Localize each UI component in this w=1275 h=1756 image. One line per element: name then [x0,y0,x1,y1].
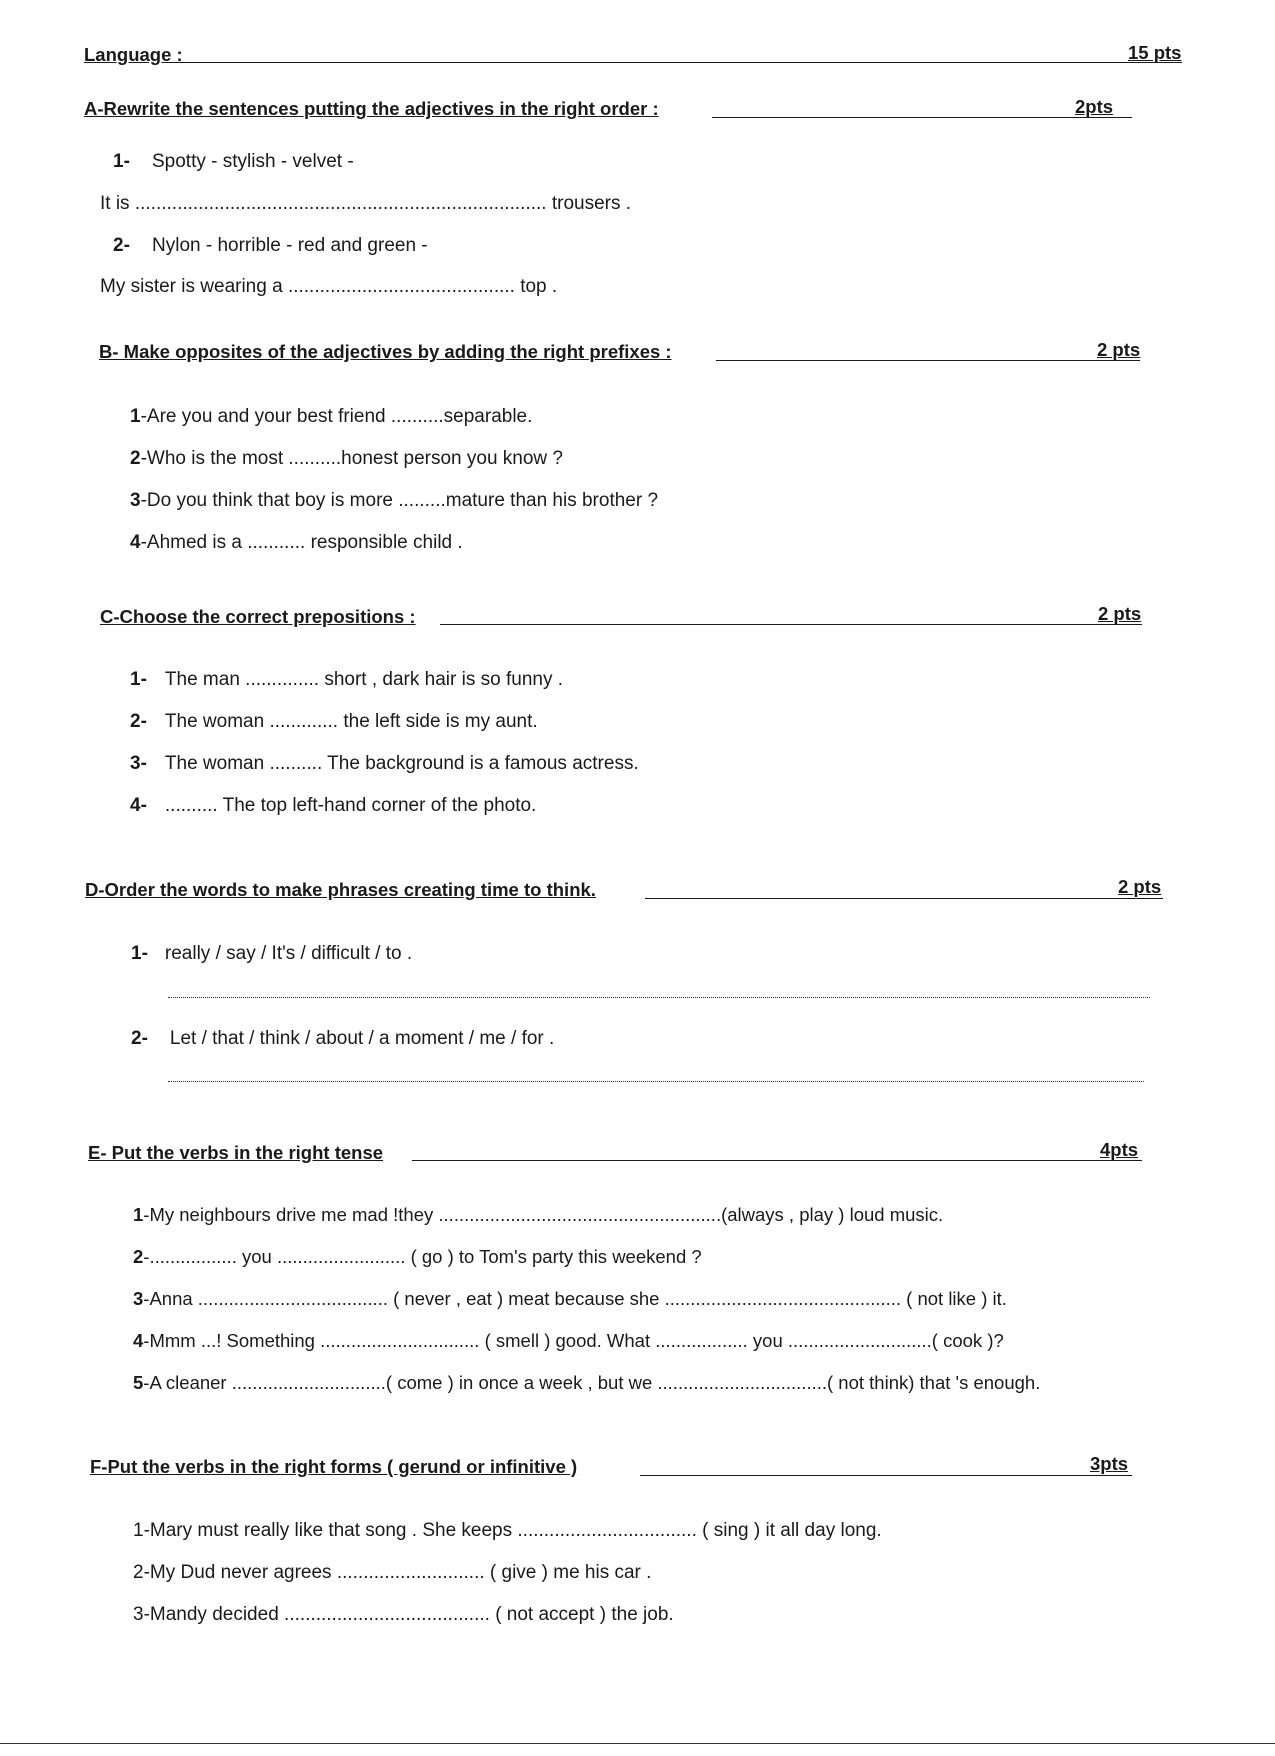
item-number: 4 [130,532,141,553]
section-e-rule [412,1160,1142,1161]
item-text: The woman .......... The background is a famous actress. [164,753,639,774]
section-f-heading: F-Put the verbs in the right forms ( gerund or infinitive ) [90,1456,578,1477]
item-number: 3 [130,490,141,511]
header-rule [172,62,1182,63]
adjective-list: Nylon - horrible - red and green - [152,235,428,256]
list-item [133,1372,1040,1394]
item-number: 2 [133,1246,144,1267]
item-text: .......... The top left-hand corner of the photo. [164,795,537,816]
item-number: 1- [113,151,130,172]
section-c-heading: C-Choose the correct prepositions : [100,606,416,627]
section-d-rule [645,898,1163,899]
item-text: -Anna ..................................... ( never , eat ) meat because she .............................................. ( not like ) it. [143,1288,1007,1309]
item-text: -My neighbours drive me mad !they .......................................................(always , play ) loud music. [143,1204,944,1225]
section-b-heading: B- Make opposites of the adjectives by adding the right prefixes : [99,341,672,362]
list-item [130,669,563,691]
section-b-points: 2 pts [1097,339,1141,360]
item-text: The woman ............. the left side is my aunt. [164,711,538,732]
total-points: 15 pts [1128,42,1182,63]
section-e-heading: E- Put the verbs in the right tense [88,1142,384,1163]
section-f-rule [640,1475,1132,1476]
list-item [133,1330,1004,1352]
section-d-points: 2 pts [1118,876,1162,897]
adjective-list: Spotty - stylish - velvet - [152,151,354,172]
item-text: -Who is the most ..........honest person you know ? [140,448,563,469]
item-number: 2- [131,1028,148,1049]
list-item [130,711,538,733]
page-title: Language : [84,44,183,65]
item-text: Let / that / think / about / a moment / me / for . [169,1028,555,1049]
answer-line [168,997,1150,998]
item-number: 3- [130,753,147,774]
sentence-line: My sister is wearing a ........................................... top . [100,276,558,297]
section-e-points: 4pts [1100,1139,1139,1160]
section-d-heading: D-Order the words to make phrases creating time to think. [85,879,596,900]
list-item [133,1246,702,1268]
section-a-rule [712,117,1132,118]
list-item [131,1028,554,1050]
page-bottom-rule [0,1743,1275,1744]
item-number: 5 [133,1372,144,1393]
item-number: 1 [133,1204,144,1225]
answer-line [168,1081,1144,1082]
section-f-points: 3pts [1090,1453,1129,1474]
item-text: really / say / It's / difficult / to . [164,943,413,964]
item-text: -Do you think that boy is more .........mature than his brother ? [140,490,659,511]
list-item [130,795,536,817]
list-item [130,753,639,775]
item-number: 3 [133,1288,144,1309]
section-a-heading: A-Rewrite the sentences putting the adjectives in the right order : [84,98,659,119]
item-number: 4 [133,1330,144,1351]
list-item [130,448,563,470]
item-number: 1- [131,943,148,964]
list-item [130,490,658,512]
item-number: 1 [130,406,141,427]
list-item [133,1288,1007,1310]
item-number: 2 [130,448,141,469]
list-item [133,1204,943,1226]
item-text: -Mmm ...! Something ............................... ( smell ) good. What .................. you ............................( cook )? [143,1330,1004,1351]
list-item [130,532,463,554]
list-item: 2-My Dud never agrees ............................ ( give ) me his car . [133,1562,652,1583]
item-number: 1- [130,669,147,690]
item-number: 2- [130,711,147,732]
item-text: The man .............. short , dark hair is so funny . [164,669,564,690]
item-text: -A cleaner ..............................( come ) in once a week , but we .................................( not think) that 's enough. [143,1372,1041,1393]
item-text: -Are you and your best friend ..........separable. [140,406,533,427]
item-text: -Ahmed is a ........... responsible child . [140,532,463,553]
list-item: 3-Mandy decided ....................................... ( not accept ) the job. [133,1604,674,1625]
section-c-points: 2 pts [1098,603,1142,624]
sentence-line: It is .............................................................................. trousers . [100,193,632,214]
item-number: 2- [113,235,130,256]
section-b-rule [716,360,1140,361]
section-a-points: 2pts [1075,96,1114,117]
item-text: -................. you ......................... ( go ) to Tom's party this weekend ? [143,1246,702,1267]
list-item [130,406,532,428]
section-c-rule [440,624,1142,625]
list-item [131,943,412,965]
item-number: 4- [130,795,147,816]
list-item: 1-Mary must really like that song . She keeps .................................. ( sing ) it all day long. [133,1520,882,1541]
